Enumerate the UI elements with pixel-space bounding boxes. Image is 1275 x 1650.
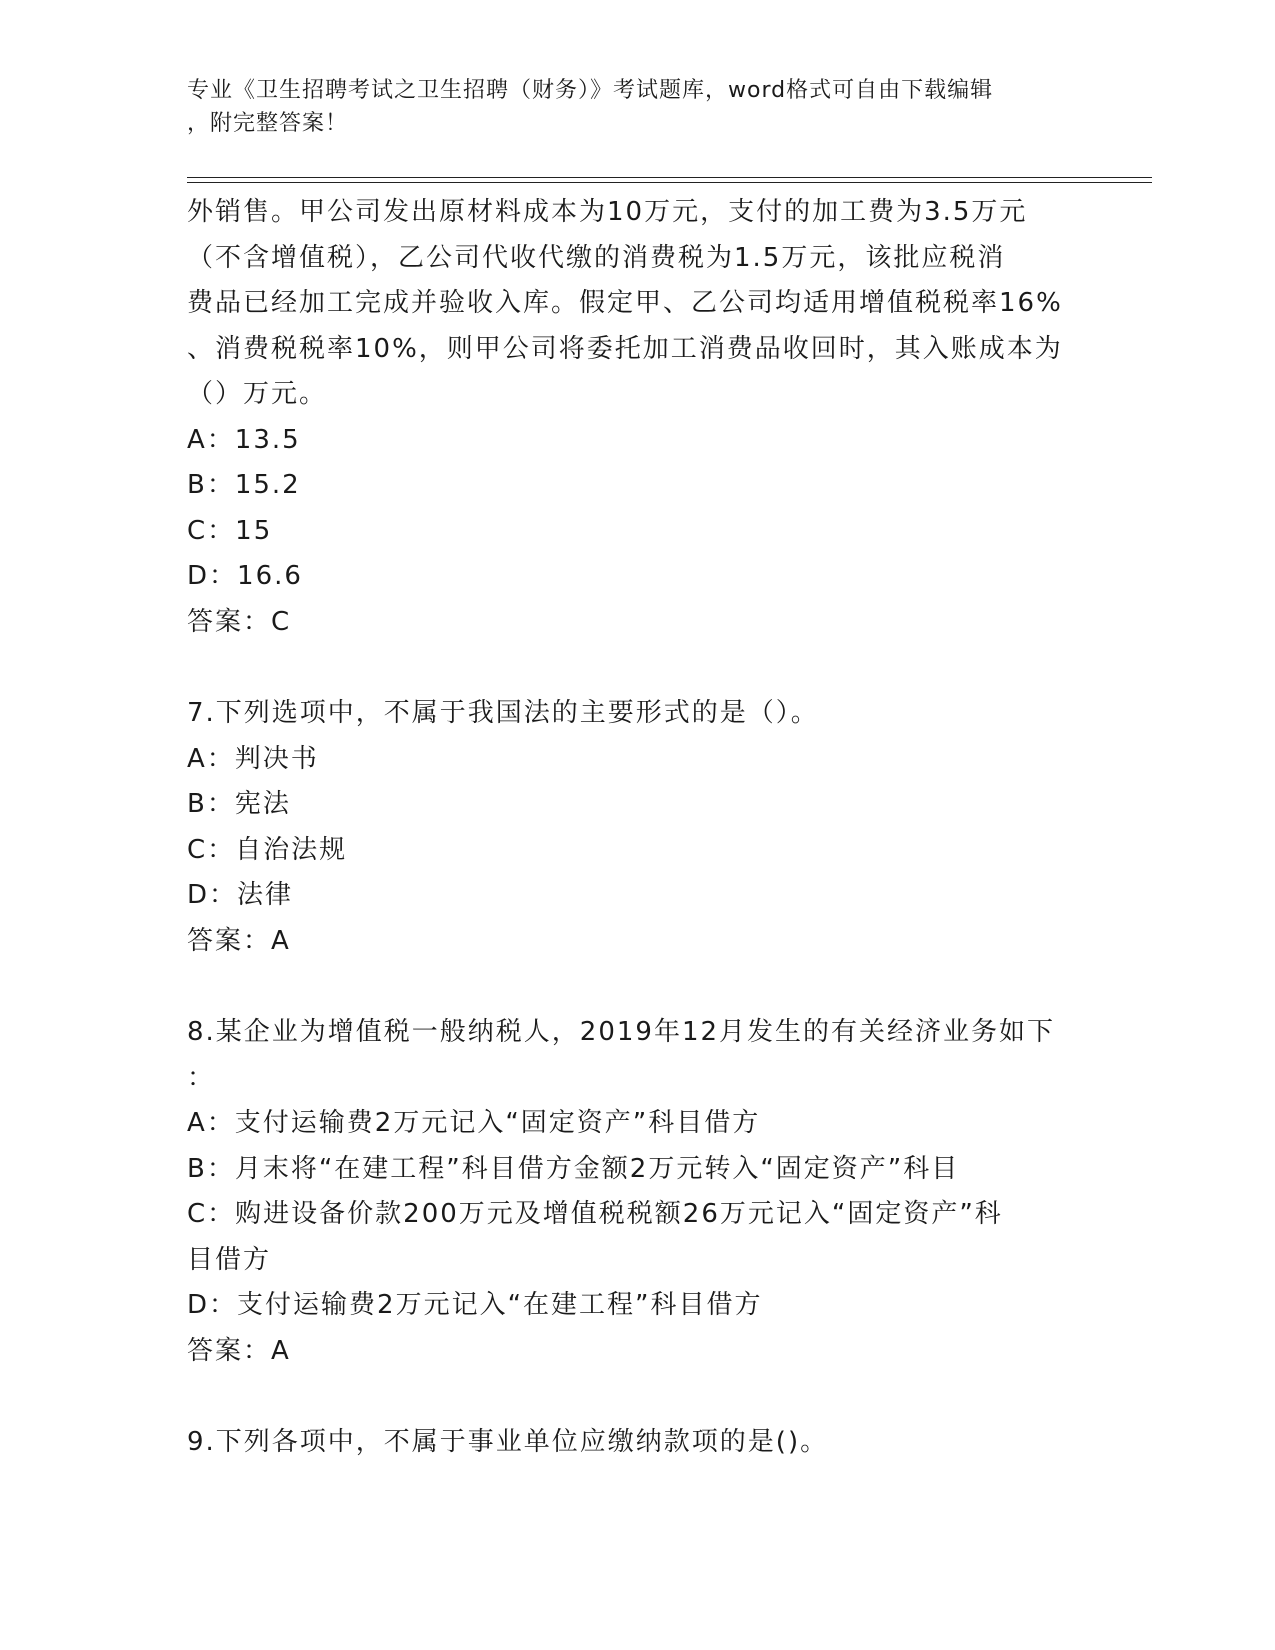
spacer	[187, 645, 1087, 691]
option-a: A：支付运输费2万元记入“固定资产”科目借方	[187, 1108, 761, 1138]
spacer	[187, 1374, 1087, 1420]
option-b: B：宪法	[187, 789, 291, 819]
question-stem-line: 费品已经加工完成并验收入库。假定甲、乙公司均适用增值税税率16%	[187, 288, 1063, 318]
question-8	[187, 1010, 1087, 1374]
header-rule-bottom	[187, 182, 1152, 183]
option-d: D：法律	[187, 880, 294, 910]
option-d: D：16.6	[187, 561, 303, 591]
spacer	[187, 964, 1087, 1010]
option-a: A：13.5	[187, 424, 301, 455]
question-9	[187, 1420, 1087, 1466]
question-stem-line: 8.某企业为增值税一般纳税人，2019年12月发生的有关经济业务如下	[187, 1017, 1056, 1047]
question-stem-line: 、消费税税率10%，则甲公司将委托加工消费品收回时，其入账成本为	[187, 333, 1063, 364]
answer-label: 答案：A	[187, 1335, 291, 1366]
header-line-1: 专业《卫生招聘考试之卫生招聘（财务）》考试题库，word格式可自由下载编辑	[187, 78, 994, 103]
option-c: C：15	[187, 515, 273, 546]
question-6	[187, 190, 1087, 645]
question-list	[187, 190, 1087, 1466]
question-stem-line: （）万元。	[187, 379, 328, 409]
option-a: A：判决书	[187, 743, 319, 774]
question-stem-line: 外销售。甲公司发出原材料成本为10万元，支付的加工费为3.5万元	[187, 197, 1028, 227]
question-stem-line: 7.下列选项中，不属于我国法的主要形式的是（）。	[187, 698, 819, 728]
option-c-continued: 目借方	[187, 1244, 272, 1275]
header-rule-top	[187, 177, 1152, 178]
option-b: B：15.2	[187, 470, 301, 500]
question-stem-line: 9.下列各项中，不属于事业单位应缴纳款项的是()。	[187, 1427, 829, 1457]
option-c: C：自治法规	[187, 834, 348, 865]
question-stem-line: （不含增值税），乙公司代收代缴的消费税为1.5万元，该批应税消	[187, 242, 1006, 273]
option-b: B：月末将“在建工程”科目借方金额2万元转入“固定资产”科目	[187, 1153, 960, 1184]
option-c: C：购进设备价款200万元及增值税税额26万元记入“固定资产”科	[187, 1199, 1003, 1229]
answer-label: 答案：A	[187, 925, 291, 956]
document-header	[187, 74, 1087, 140]
question-stem-line: ：	[187, 1062, 216, 1093]
answer-label: 答案：C	[187, 606, 292, 637]
header-line-2: ，附完整答案！	[187, 111, 349, 136]
question-7	[187, 691, 1087, 964]
option-d: D：支付运输费2万元记入“在建工程”科目借方	[187, 1290, 763, 1320]
